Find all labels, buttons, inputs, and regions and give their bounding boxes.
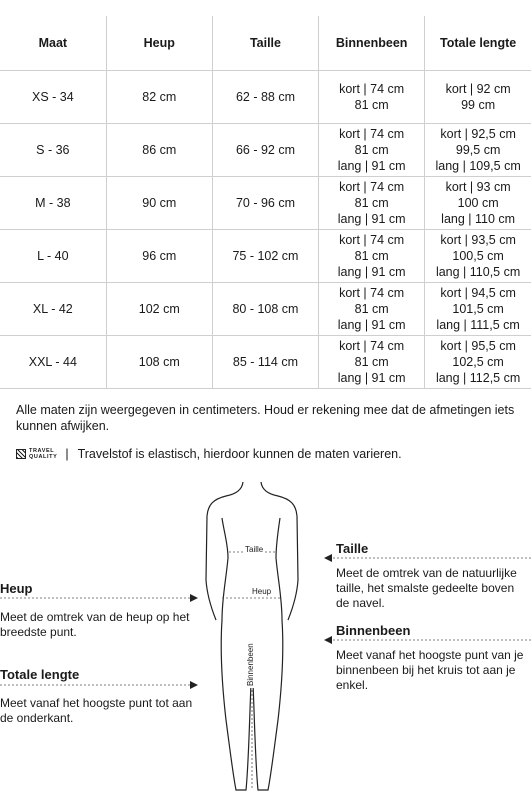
header-waist: Taille bbox=[212, 16, 318, 70]
arrow-heads bbox=[190, 554, 332, 689]
inseam-line: kort | 74 cm bbox=[339, 126, 405, 141]
callout-title: Taille bbox=[336, 541, 369, 556]
separator: | bbox=[65, 447, 69, 461]
cell-size: S - 36 bbox=[0, 123, 106, 176]
header-length: Totale lengte bbox=[425, 16, 531, 70]
table-row bbox=[0, 176, 531, 229]
cell-size: XXL - 44 bbox=[0, 335, 106, 388]
table-row bbox=[0, 282, 531, 335]
inseam-line: lang | 91 cm bbox=[337, 211, 406, 226]
cell-waist: 75 - 102 cm bbox=[212, 229, 318, 282]
cell-inseam bbox=[319, 70, 425, 123]
length-line: kort | 92,5 cm bbox=[440, 126, 516, 141]
length-line: 100,5 cm bbox=[452, 248, 504, 263]
inseam-line: lang | 91 cm bbox=[337, 317, 406, 332]
inseam-line: kort | 74 cm bbox=[339, 338, 405, 353]
callout-title: Heup bbox=[0, 581, 33, 596]
length-line: 101,5 cm bbox=[452, 301, 504, 316]
length-line: kort | 94,5 cm bbox=[440, 285, 516, 300]
length-line: kort | 95,5 cm bbox=[440, 338, 516, 353]
measurement-note: Alle maten zijn weergegeven in centimeters. Houd er rekening mee dat de afmetingen iets kunnen afwijken. bbox=[16, 403, 515, 433]
callout-waist bbox=[336, 541, 528, 611]
cell-size: M - 38 bbox=[0, 176, 106, 229]
cell-waist: 70 - 96 cm bbox=[212, 176, 318, 229]
header-inseam: Binnenbeen bbox=[319, 16, 425, 70]
inseam-line: kort | 74 cm bbox=[339, 285, 405, 300]
length-line: lang | 110 cm bbox=[441, 211, 516, 226]
cell-waist: 80 - 108 cm bbox=[212, 282, 318, 335]
length-line: lang | 112,5 cm bbox=[435, 370, 521, 385]
cell-size: L - 40 bbox=[0, 229, 106, 282]
inseam-line: lang | 91 cm bbox=[337, 158, 406, 173]
inseam-line: kort | 74 cm bbox=[339, 81, 405, 96]
length-line: kort | 92 cm bbox=[445, 81, 511, 96]
length-line: 99 cm bbox=[461, 97, 496, 112]
inseam-line: lang | 91 cm bbox=[337, 370, 406, 385]
inseam-line: 81 cm bbox=[354, 248, 389, 263]
cell-length bbox=[425, 335, 531, 388]
inseam-line: 81 cm bbox=[354, 195, 389, 210]
length-line: kort | 93 cm bbox=[445, 179, 511, 194]
table-row bbox=[0, 70, 531, 123]
measurement-diagram bbox=[0, 470, 531, 800]
length-line: 100 cm bbox=[457, 195, 499, 210]
table-header-row bbox=[0, 16, 531, 70]
cell-size: XS - 34 bbox=[0, 70, 106, 123]
cell-inseam bbox=[319, 229, 425, 282]
length-line: lang | 110,5 cm bbox=[435, 264, 521, 279]
cell-hip: 108 cm bbox=[106, 335, 212, 388]
cell-waist: 62 - 88 cm bbox=[212, 70, 318, 123]
cell-inseam bbox=[319, 123, 425, 176]
length-line: 102,5 cm bbox=[452, 354, 504, 369]
header-hip: Heup bbox=[106, 16, 212, 70]
travel-quality-logo bbox=[16, 448, 57, 460]
cell-length bbox=[425, 282, 531, 335]
inseam-label: Binnenbeen bbox=[246, 643, 255, 686]
cell-inseam bbox=[319, 176, 425, 229]
cell-length bbox=[425, 70, 531, 123]
cell-inseam bbox=[319, 282, 425, 335]
travel-quality-icon bbox=[16, 449, 26, 459]
waist-label: Taille bbox=[245, 545, 264, 554]
logo-line: QUALITY bbox=[29, 454, 58, 460]
inseam-line: 81 cm bbox=[354, 142, 389, 157]
callout-inseam bbox=[336, 623, 528, 693]
length-line: 99,5 cm bbox=[455, 142, 501, 157]
callout-description: Meet vanaf het hoogste punt tot aan de onderkant. bbox=[0, 696, 193, 725]
cell-length bbox=[425, 229, 531, 282]
cell-waist: 85 - 114 cm bbox=[212, 335, 318, 388]
callout-description: Meet de omtrek van de heup op het breedste punt. bbox=[0, 610, 190, 639]
table-row bbox=[0, 123, 531, 176]
header-size: Maat bbox=[0, 16, 106, 70]
inseam-line: 81 cm bbox=[354, 301, 389, 316]
cell-length bbox=[425, 176, 531, 229]
cell-inseam bbox=[319, 335, 425, 388]
cell-waist: 66 - 92 cm bbox=[212, 123, 318, 176]
length-line: lang | 111,5 cm bbox=[436, 317, 520, 332]
callout-description: Meet vanaf het hoogste punt van je binnenbeen bij het kruis tot aan je enkel. bbox=[336, 648, 524, 692]
size-table bbox=[0, 16, 531, 389]
inseam-line: kort | 74 cm bbox=[339, 232, 405, 247]
length-line: kort | 93,5 cm bbox=[440, 232, 516, 247]
length-line: lang | 109,5 cm bbox=[435, 158, 521, 173]
callout-hip bbox=[0, 581, 196, 640]
inseam-line: 81 cm bbox=[354, 97, 389, 112]
hip-label: Heup bbox=[252, 587, 272, 596]
stretch-text: Travelstof is elastisch, hierdoor kunnen de maten varieren. bbox=[77, 447, 402, 461]
callout-description: Meet de omtrek van de natuurlijke taille, het smalste gedeelte boven de navel. bbox=[336, 566, 517, 610]
callout-total-length bbox=[0, 667, 196, 726]
cell-hip: 82 cm bbox=[106, 70, 212, 123]
inseam-line: lang | 91 cm bbox=[337, 264, 406, 279]
cell-size: XL - 42 bbox=[0, 282, 106, 335]
cell-hip: 96 cm bbox=[106, 229, 212, 282]
logo-line: TRAVEL bbox=[29, 448, 55, 454]
cell-hip: 102 cm bbox=[106, 282, 212, 335]
cell-hip: 86 cm bbox=[106, 123, 212, 176]
callout-title: Totale lengte bbox=[0, 667, 80, 682]
stretch-notice bbox=[16, 447, 402, 461]
callout-title: Binnenbeen bbox=[336, 623, 411, 638]
inseam-line: kort | 74 cm bbox=[339, 179, 405, 194]
table-row bbox=[0, 335, 531, 388]
cell-length bbox=[425, 123, 531, 176]
inseam-line: 81 cm bbox=[354, 354, 389, 369]
table-row bbox=[0, 229, 531, 282]
cell-hip: 90 cm bbox=[106, 176, 212, 229]
